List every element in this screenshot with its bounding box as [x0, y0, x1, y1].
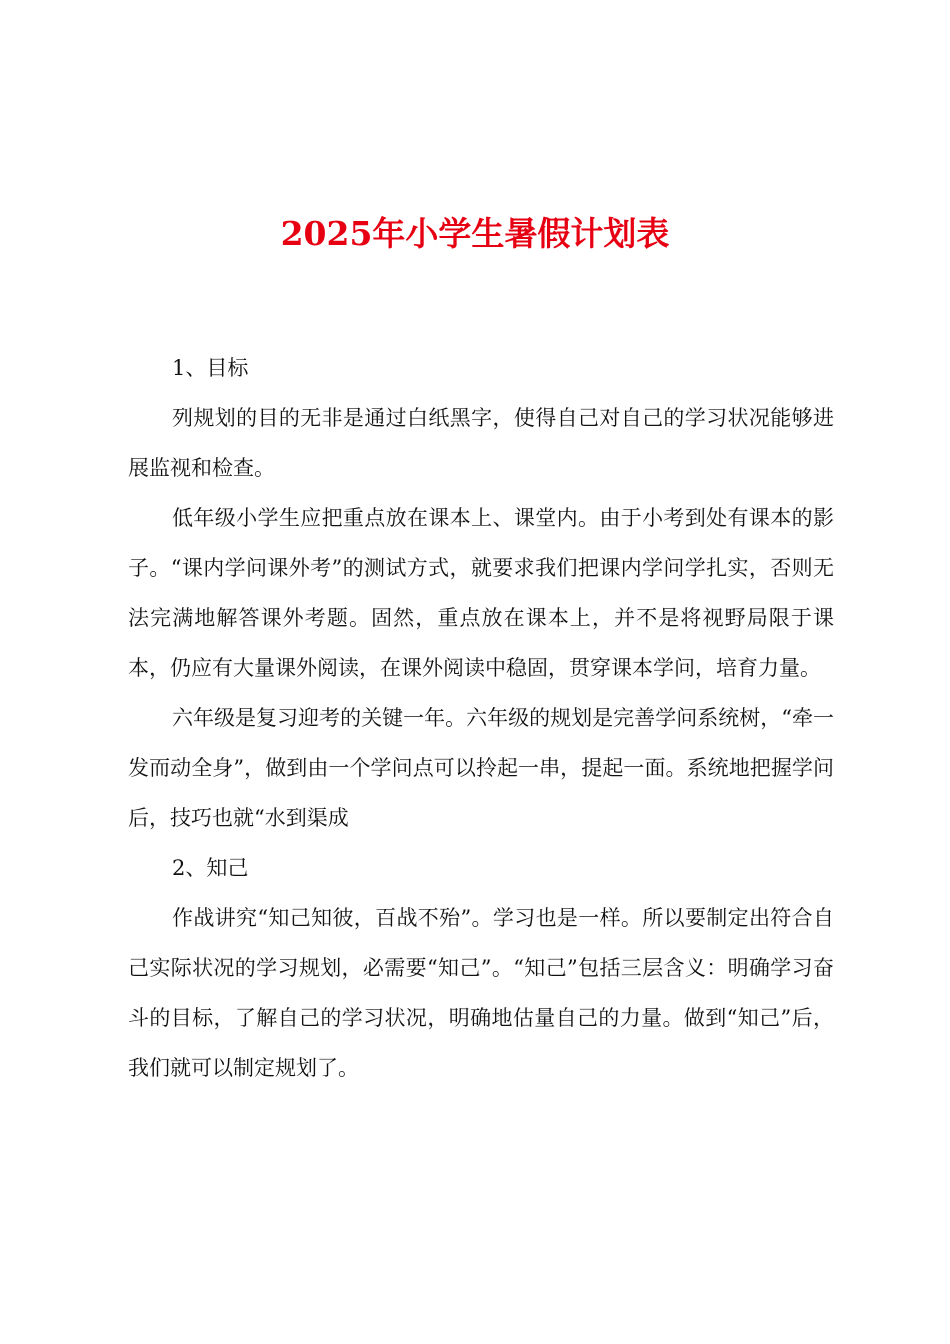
section-heading-goal: 1、目标 — [172, 356, 249, 380]
paragraph: 低年级小学生应把重点放在课本上、课堂内。由于小考到处有课本的影子。“课内学问课外考”的测试方式，就要求我们把课内学问学扎实，否则无法完满地解答课外考题。固然，重点放在课本上，并不是将视野局限于课本，仍应有大量课外阅读，在课外阅读中稳固，贯穿课本学问，培育力量。 — [128, 506, 834, 680]
paragraph: 列规划的目的无非是通过白纸黑字，使得自己对自己的学习状况能够进展监视和检查。 — [128, 406, 834, 480]
document-body — [128, 343, 834, 1093]
paragraph: 作战讲究“知己知彼，百战不殆”。学习也是一样。所以要制定出符合自己实际状况的学习规划，必需要“知己”。“知己”包括三层含义：明确学习奋斗的目标，了解自己的学习状况，明确地估量自己的力量。做到“知己”后，我们就可以制定规划了。 — [128, 906, 834, 1080]
section-heading-know-yourself: 2、知己 — [172, 856, 249, 880]
page-title: 2025年小学生暑假计划表 — [280, 214, 670, 253]
paragraph: 六年级是复习迎考的关键一年。六年级的规划是完善学问系统树，“牵一发而动全身”，做到由一个学问点可以拎起一串，提起一面。系统地把握学问后，技巧也就“水到渠成 — [128, 706, 834, 830]
